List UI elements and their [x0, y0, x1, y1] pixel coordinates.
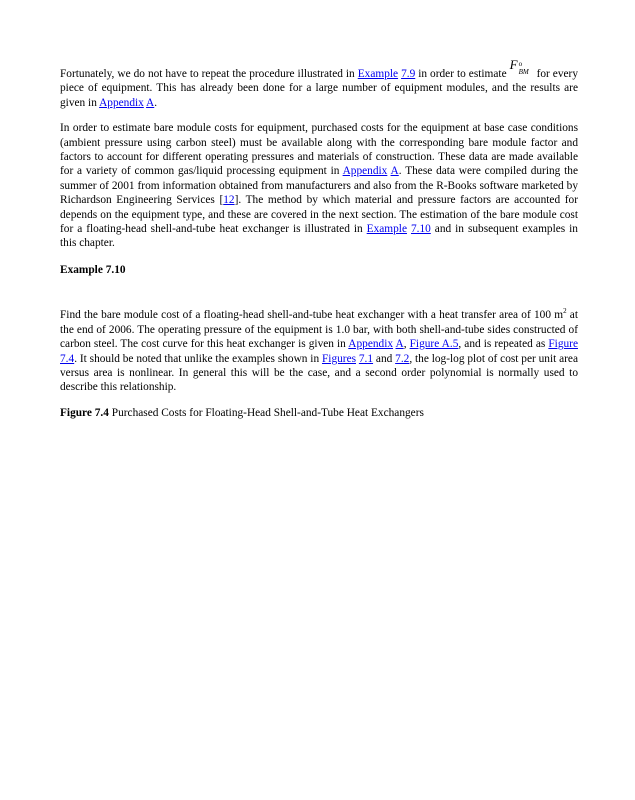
superscript-2: 2 [563, 307, 567, 316]
paragraph-intro [60, 57, 578, 110]
text-run: ]. The method by which material and pressure factors are accounted for depends on the equipment type, and these are covered in the next section. The estimation of the bare module cost for a floating-head shell-and-tube heat exchanger is illustrated in [60, 194, 578, 236]
link-example-7-10-number[interactable]: 7.10 [410, 223, 431, 236]
text-run: and in subsequent examples in this chapter. [60, 223, 578, 250]
link-figure-7-4[interactable]: Figure 7.4 [60, 338, 578, 365]
link-example-7-9-number[interactable]: 7.9 [401, 68, 416, 80]
link-appendix-word[interactable]: Appendix [342, 165, 388, 178]
symbol-subscript: BM [518, 68, 529, 76]
link-figure-7-1[interactable]: 7.1 [358, 352, 374, 365]
link-appendix-a[interactable]: A [390, 165, 399, 178]
document-page [60, 57, 578, 420]
text-run: and [373, 352, 396, 365]
link-example-7-9-word[interactable]: Example [357, 68, 399, 80]
example-heading: Example 7.10 [60, 263, 126, 276]
text-run: , [403, 338, 410, 351]
link-figure-a-5[interactable]: Figure A.5 [409, 338, 459, 351]
text-run: Find the bare module cost of a floating-head shell-and-tube heat exchanger with a heat transfer area of 100 m [60, 309, 564, 322]
figure-caption-text: Purchased Costs for Floating-Head Shell-and-Tube Heat Exchangers [108, 406, 424, 419]
text-run: , the log-log plot of cost per unit area versus area is nonlinear. In general this will be the case, and a second order polynomial is normally used to describe this relationship. [60, 352, 578, 394]
link-appendix-word[interactable]: Appendix [99, 96, 144, 109]
link-appendix-word[interactable]: Appendix [348, 338, 394, 351]
paragraph-example-problem [60, 308, 578, 394]
text-run: . [154, 96, 158, 109]
symbol-superscript: o [518, 60, 523, 68]
link-example-7-10-word[interactable]: Example [366, 223, 407, 236]
bare-module-factor-symbol [509, 57, 534, 76]
text-run: Fortunately, we do not have to repeat the procedure illustrated in [60, 68, 358, 80]
link-appendix-a[interactable]: A [395, 338, 404, 351]
text-run: for every piece of equipment. This has already been done for a large number of equipment modules, and the results are given in [60, 68, 578, 109]
link-reference-12[interactable]: 12 [223, 194, 235, 207]
text-run: at the end of 2006. The operating pressure of the equipment is 1.0 bar, with both shell-and-tube sides constructed of carbon steel. The cost curve for this heat exchanger is given in [60, 309, 578, 351]
text-run: , and is repeated as [458, 338, 549, 351]
figure-caption-label: Figure 7.4 [60, 406, 109, 419]
paragraph-method [60, 121, 578, 251]
text-run: . These data were compiled during the summer of 2001 from information obtained from manufacturers and also from the R-Books software marketed by Richardson Engineering Services [ [60, 165, 578, 207]
figure-caption [60, 406, 578, 420]
link-figures-word[interactable]: Figures [321, 352, 357, 365]
text-run: In order to estimate bare module costs for equipment, purchased costs for the equipment at base case conditions (ambient pressure using carbon steel) must be available along with the corresponding bare module factor and factors to account for different operating pressures and materials of construction. These data are made available for a variety of common gas/liquid processing equipment in [60, 122, 578, 178]
symbol-base: F [509, 57, 518, 72]
text-run: . It should be noted that unlike the examples shown in [74, 352, 322, 365]
text-run: in order to estimate [415, 68, 510, 80]
link-figure-7-2[interactable]: 7.2 [395, 352, 410, 365]
link-appendix-a[interactable]: A [146, 96, 155, 109]
